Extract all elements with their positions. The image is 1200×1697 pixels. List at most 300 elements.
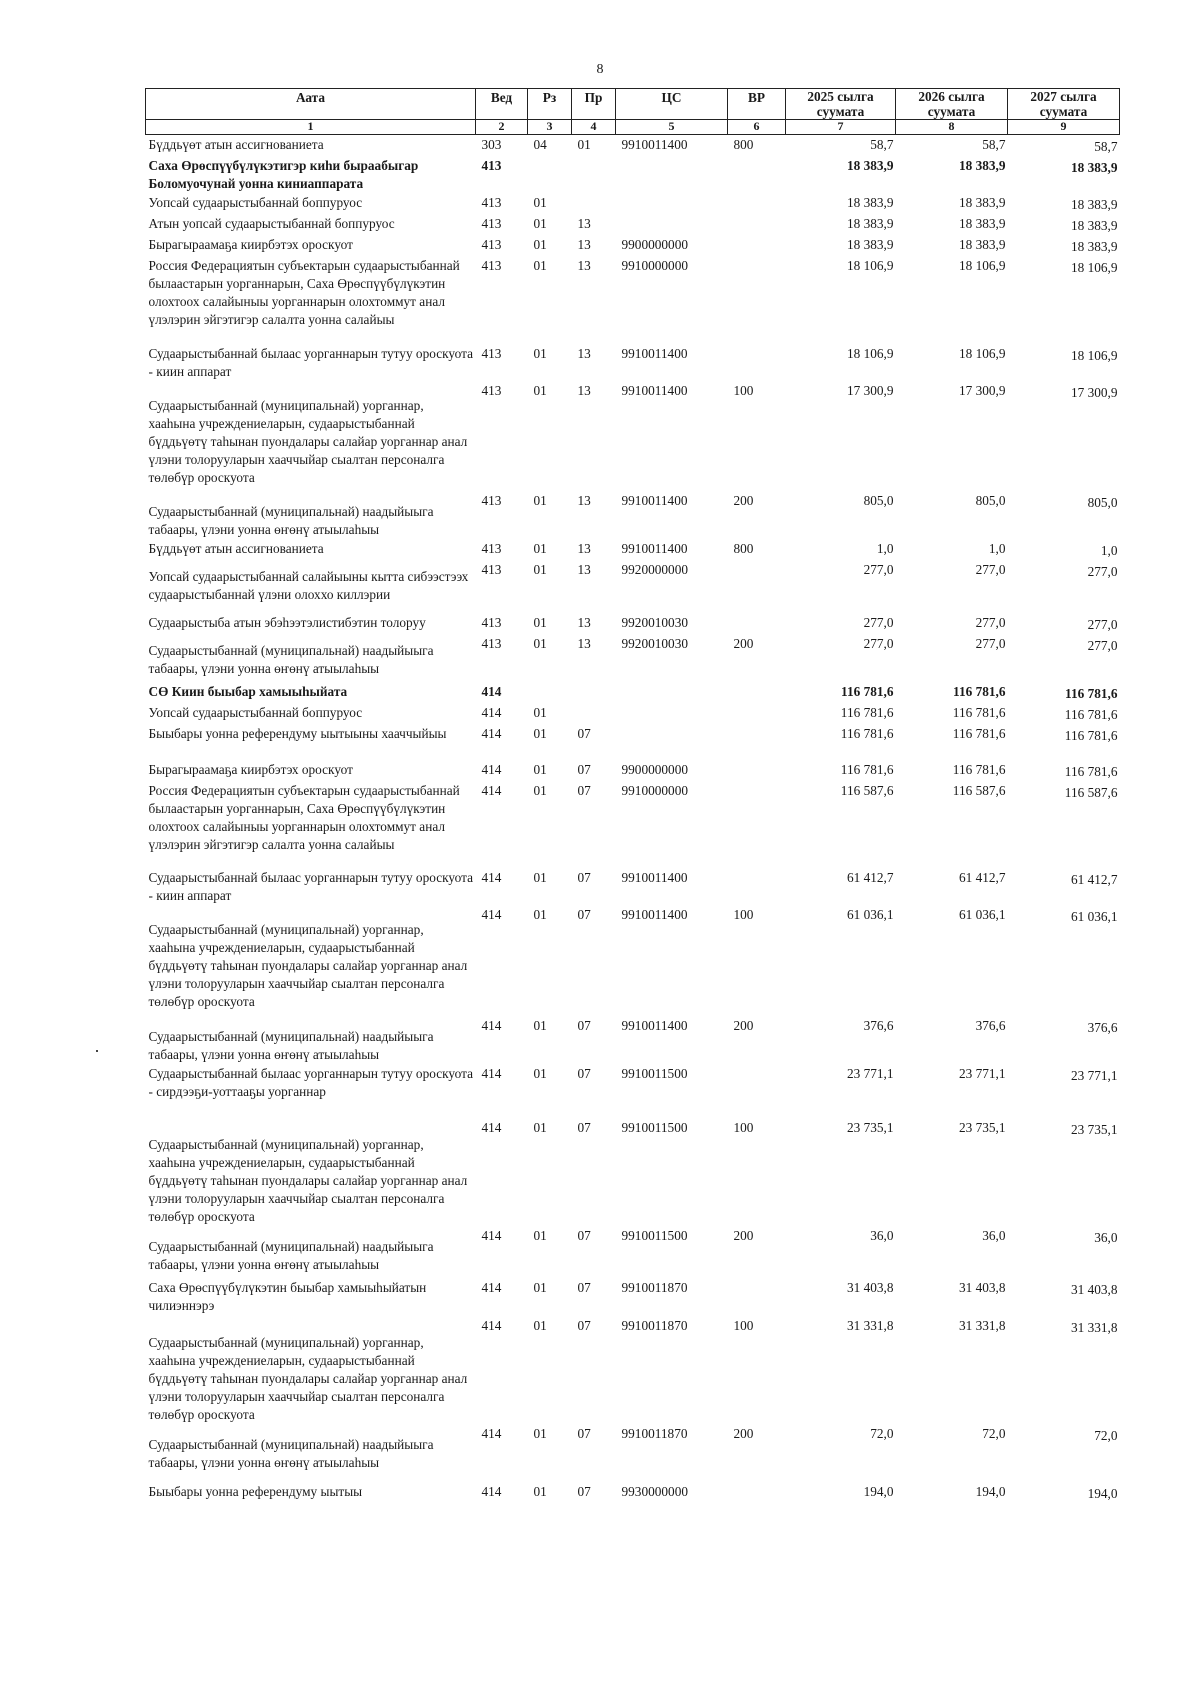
row-rz — [528, 156, 572, 193]
row-rz: 01 — [533, 1228, 547, 1243]
row-ved: 413 — [481, 636, 502, 651]
col-header-name: Аата — [146, 89, 476, 120]
row-name: Судаарыстыбаннай (муниципальнай) уорганнар, хааһына учреждениеларын, судаарыстыбаннай бүддьүөтү таһынан пуондалары салайар уорганнар анал үлэни толорууларын хааччыйар сыалтан персоналга төлөбүр ороскуота — [148, 1137, 468, 1224]
row-amount-2025: 805,0 — [863, 493, 894, 508]
row-ved: 414 — [481, 1318, 502, 1333]
table-row — [146, 1226, 1120, 1278]
row-vr — [728, 724, 786, 760]
row-amount-2025: 116 781,6 — [840, 726, 894, 741]
row-amount-2025: 277,0 — [863, 562, 894, 577]
row-ved: 413 — [481, 346, 502, 361]
row-vr: 800 — [733, 541, 754, 556]
row-vr — [728, 1278, 786, 1316]
row-rz: 01 — [533, 1426, 547, 1441]
row-cs: 9910011400 — [621, 383, 688, 398]
col-header-rz: Рз — [528, 89, 572, 120]
row-rz: 01 — [533, 1318, 547, 1333]
row-pr: 13 — [577, 615, 591, 630]
row-amount-2025: 72,0 — [870, 1426, 894, 1441]
row-ved: 303 — [481, 137, 502, 152]
row-amount-2026: 277,0 — [975, 562, 1006, 577]
row-pr: 07 — [577, 1484, 591, 1499]
row-pr: 07 — [577, 907, 591, 922]
row-ved: 413 — [481, 158, 502, 173]
table-row — [146, 214, 1120, 235]
row-ved: 414 — [481, 684, 502, 699]
table-row — [146, 1482, 1120, 1504]
row-rz: 01 — [533, 1066, 547, 1081]
row-name: Саха Өрөспүүбүлүкэтигэр киһи быраабыгар Боломуочунай уонна киниаппарата — [148, 158, 419, 191]
row-amount-2026: 116 781,6 — [953, 684, 1006, 699]
row-amount-2027: 277,0 — [1087, 638, 1118, 653]
row-name: Бүддьүөт атын ассигнованиета — [148, 541, 324, 556]
row-amount-2025: 61 412,7 — [846, 870, 894, 885]
row-pr: 07 — [577, 783, 591, 798]
row-vr: 100 — [733, 383, 754, 398]
row-amount-2027: 18 106,9 — [1070, 260, 1118, 275]
row-name: Судаарыстыбаннай былаас уорганнарын тутуу ороскуота - киин аппарат — [148, 346, 474, 379]
row-cs: 9910011870 — [621, 1318, 688, 1333]
row-amount-2027: 17 300,9 — [1070, 385, 1118, 400]
row-amount-2026: 116 781,6 — [952, 762, 1006, 777]
row-pr: 13 — [577, 383, 591, 398]
table-row — [146, 1316, 1120, 1424]
row-amount-2025: 376,6 — [863, 1018, 894, 1033]
row-vr — [728, 613, 786, 634]
row-ved: 414 — [481, 1066, 502, 1081]
row-cs: 9910011400 — [621, 137, 688, 152]
row-name: Судаарыстыбаннай былаас уорганнарын тутуу ороскуота - киин аппарат — [148, 870, 474, 903]
table-row — [146, 491, 1120, 539]
row-cs — [616, 724, 728, 760]
row-rz: 01 — [533, 493, 547, 508]
row-cs — [616, 703, 728, 724]
row-name: Судаарыстыбаннай (муниципальнай) уорганнар, хааһына учреждениеларын, судаарыстыбаннай бүддьүөтү таһынан пуондалары салайар уорганнар анал үлэни толорууларын хааччыйар сыалтан персоналга төлөбүр ороскуота — [148, 1335, 468, 1422]
row-amount-2025: 116 781,6 — [841, 684, 894, 699]
row-amount-2025: 31 331,8 — [846, 1318, 894, 1333]
row-amount-2026: 31 331,8 — [958, 1318, 1006, 1333]
row-cs: 9920010030 — [621, 615, 688, 630]
row-pr: 13 — [577, 636, 591, 651]
row-amount-2026: 805,0 — [975, 493, 1006, 508]
row-pr: 13 — [577, 541, 591, 556]
row-vr — [728, 868, 786, 905]
col-header-2027: 2027 сылга суумата — [1008, 89, 1120, 120]
col-header-ved: Вед — [476, 89, 528, 120]
row-rz: 04 — [533, 137, 547, 152]
row-rz: 01 — [533, 870, 547, 885]
row-amount-2025: 18 383,9 — [846, 158, 894, 173]
table-row — [146, 381, 1120, 491]
row-rz — [528, 682, 572, 703]
row-vr — [728, 344, 786, 381]
row-vr — [728, 781, 786, 868]
row-pr: 07 — [577, 1426, 591, 1441]
row-vr: 800 — [733, 137, 754, 152]
row-rz: 01 — [533, 216, 547, 231]
row-amount-2027: 72,0 — [1094, 1428, 1118, 1443]
row-ved: 413 — [481, 195, 502, 210]
row-ved: 413 — [481, 562, 502, 577]
row-name: Уопсай судаарыстыбаннай боппуруос — [148, 195, 363, 210]
row-amount-2025: 116 781,6 — [840, 705, 894, 720]
row-vr — [728, 214, 786, 235]
row-rz: 01 — [533, 195, 547, 210]
row-rz: 01 — [533, 1018, 547, 1033]
row-amount-2025: 116 781,6 — [840, 762, 894, 777]
row-cs: 9900000000 — [621, 237, 688, 252]
row-amount-2026: 18 383,9 — [958, 158, 1006, 173]
row-pr: 07 — [577, 1018, 591, 1033]
table-row — [146, 1016, 1120, 1064]
row-vr: 100 — [733, 1120, 754, 1135]
row-ved: 413 — [481, 216, 502, 231]
row-pr: 13 — [577, 237, 591, 252]
table-row — [146, 344, 1120, 381]
row-name: Судаарыстыбаннай (муниципальнай) уорганнар, хааһына учреждениеларын, судаарыстыбаннай бүддьүөтү таһынан пуондалары салайар уорганнар анал үлэни толорууларын хааччыйар сыалтан персоналга төлөбүр ороскуота — [148, 922, 468, 1009]
row-amount-2027: 23 735,1 — [1070, 1122, 1118, 1137]
row-ved: 414 — [481, 1426, 502, 1441]
row-amount-2027: 1,0 — [1100, 543, 1118, 558]
row-rz: 01 — [533, 783, 547, 798]
col-header-2025: 2025 сылга суумата — [786, 89, 896, 120]
row-amount-2026: 36,0 — [982, 1228, 1006, 1243]
row-ved: 414 — [481, 705, 502, 720]
row-amount-2026: 277,0 — [975, 636, 1006, 651]
row-amount-2025: 18 383,9 — [846, 216, 894, 231]
row-cs: 9930000000 — [621, 1484, 688, 1499]
page-number: 8 — [596, 62, 604, 77]
row-cs: 9910011500 — [621, 1066, 688, 1081]
row-cs: 9910011500 — [621, 1120, 688, 1135]
row-vr: 200 — [733, 1228, 754, 1243]
table-row — [146, 613, 1120, 634]
row-ved: 414 — [481, 1484, 502, 1499]
table-header — [146, 89, 1120, 135]
row-pr: 13 — [577, 562, 591, 577]
row-amount-2026: 116 781,6 — [952, 705, 1006, 720]
row-amount-2026: 58,7 — [982, 137, 1006, 152]
row-vr — [728, 1064, 786, 1118]
row-pr: 07 — [577, 1228, 591, 1243]
row-amount-2027: 277,0 — [1087, 617, 1118, 632]
row-name: СӨ Киин быыбар хамыыһыйата — [148, 684, 348, 699]
row-pr: 13 — [577, 493, 591, 508]
row-rz: 01 — [533, 541, 547, 556]
row-pr: 01 — [577, 137, 591, 152]
row-rz: 01 — [533, 1280, 547, 1295]
row-amount-2025: 277,0 — [863, 636, 894, 651]
row-ved: 414 — [481, 907, 502, 922]
row-vr — [728, 256, 786, 344]
row-amount-2025: 194,0 — [863, 1484, 894, 1499]
row-amount-2026: 116 781,6 — [952, 726, 1006, 741]
row-vr: 200 — [733, 1018, 754, 1033]
row-amount-2026: 116 587,6 — [952, 783, 1006, 798]
budget-table — [145, 88, 1120, 1504]
table-row — [146, 193, 1120, 214]
row-cs: 9910000000 — [621, 783, 688, 798]
row-vr — [728, 703, 786, 724]
row-amount-2025: 18 383,9 — [846, 195, 894, 210]
row-name: Судаарыстыбаннай (муниципальнай) наадыйыыга табаары, үлэни уонна өҥөнү атыылаһыы — [148, 504, 434, 537]
col-number: 6 — [728, 120, 786, 135]
row-vr — [728, 1482, 786, 1504]
table-row — [146, 1424, 1120, 1482]
row-cs: 9900000000 — [621, 762, 688, 777]
row-ved: 414 — [481, 783, 502, 798]
row-amount-2025: 277,0 — [863, 615, 894, 630]
row-name: Уопсай судаарыстыбаннай боппуруос — [148, 705, 363, 720]
col-header-2026: 2026 сылга суумата — [896, 89, 1008, 120]
row-ved: 413 — [481, 258, 502, 273]
row-amount-2026: 23 735,1 — [958, 1120, 1006, 1135]
row-ved: 413 — [481, 541, 502, 556]
row-amount-2027: 116 587,6 — [1064, 785, 1118, 800]
row-name: Быыбары уонна референдуму ыытыыны хааччыйыы — [148, 726, 447, 741]
row-amount-2025: 1,0 — [876, 541, 894, 556]
row-vr: 100 — [733, 1318, 754, 1333]
row-amount-2027: 194,0 — [1087, 1486, 1118, 1501]
row-amount-2025: 58,7 — [870, 137, 894, 152]
row-name: Судаарыстыбаннай (муниципальнай) наадыйыыга табаары, үлэни уонна өҥөнү атыылаһыы — [148, 1239, 434, 1272]
row-rz: 01 — [533, 258, 547, 273]
row-pr: 13 — [577, 258, 591, 273]
row-ved: 414 — [481, 1228, 502, 1243]
row-cs: 9910011400 — [621, 870, 688, 885]
col-header-vr: ВР — [728, 89, 786, 120]
row-amount-2027: 277,0 — [1087, 564, 1118, 579]
row-amount-2025: 31 403,8 — [846, 1280, 894, 1295]
budget-table-wrapper — [145, 88, 1119, 1504]
row-pr — [572, 193, 616, 214]
row-rz: 01 — [533, 726, 547, 741]
table-row — [146, 703, 1120, 724]
row-name: Судаарыстыбаннай былаас уорганнарын тутуу ороскуота - сирдээҕи-уоттааҕы уорганнар — [148, 1066, 474, 1099]
row-cs: 9910011400 — [621, 541, 688, 556]
row-amount-2027: 61 412,7 — [1070, 872, 1118, 887]
row-amount-2026: 17 300,9 — [958, 383, 1006, 398]
row-vr: 200 — [733, 1426, 754, 1441]
row-amount-2027: 116 781,6 — [1065, 686, 1118, 701]
row-vr — [728, 682, 786, 703]
row-amount-2027: 61 036,1 — [1070, 909, 1118, 924]
row-name: Быыбары уонна референдуму ыытыы — [148, 1484, 363, 1499]
row-pr: 07 — [577, 762, 591, 777]
row-vr — [728, 156, 786, 193]
row-amount-2026: 194,0 — [975, 1484, 1006, 1499]
row-vr: 100 — [733, 907, 754, 922]
table-row — [146, 135, 1120, 157]
scan-dot — [96, 1050, 98, 1052]
row-amount-2027: 116 781,6 — [1064, 764, 1118, 779]
row-name: Саха Өрөспүүбүлүкэтин быыбар хамыыһыйатын чилиэннэрэ — [148, 1280, 427, 1313]
row-pr: 13 — [577, 216, 591, 231]
table-row — [146, 256, 1120, 344]
row-vr — [728, 193, 786, 214]
row-ved: 414 — [481, 762, 502, 777]
row-cs: 9910011400 — [621, 493, 688, 508]
col-number: 7 — [786, 120, 896, 135]
table-row — [146, 781, 1120, 868]
row-amount-2026: 18 383,9 — [958, 216, 1006, 231]
col-header-cs: ЦС — [616, 89, 728, 120]
row-cs — [616, 682, 728, 703]
table-row — [146, 868, 1120, 905]
row-rz: 01 — [533, 1120, 547, 1135]
row-name: Судаарыстыбаннай (муниципальнай) наадыйыыга табаары, үлэни уонна өҥөнү атыылаһыы — [148, 1437, 434, 1470]
row-amount-2027: 31 403,8 — [1070, 1282, 1118, 1297]
row-cs: 9920000000 — [621, 562, 688, 577]
row-amount-2025: 18 106,9 — [846, 346, 894, 361]
row-ved: 413 — [481, 493, 502, 508]
row-cs: 9910011400 — [621, 1018, 688, 1033]
row-pr: 07 — [577, 1318, 591, 1333]
row-vr — [728, 760, 786, 781]
col-number: 3 — [528, 120, 572, 135]
row-amount-2027: 116 781,6 — [1064, 728, 1118, 743]
table-row — [146, 634, 1120, 682]
row-cs: 9910011400 — [621, 346, 688, 361]
row-amount-2025: 18 383,9 — [846, 237, 894, 252]
row-pr: 07 — [577, 1066, 591, 1081]
row-amount-2026: 61 412,7 — [958, 870, 1006, 885]
row-cs — [616, 193, 728, 214]
row-vr: 200 — [733, 493, 754, 508]
col-number: 5 — [616, 120, 728, 135]
row-pr: 07 — [577, 1120, 591, 1135]
col-number: 4 — [572, 120, 616, 135]
row-cs: 9920010030 — [621, 636, 688, 651]
row-cs — [616, 214, 728, 235]
row-pr: 07 — [577, 726, 591, 741]
row-name: Судаарыстыбаннай (муниципальнай) уорганнар, хааһына учреждениеларын, судаарыстыбаннай бүддьүөтү таһынан пуондалары салайар уорганнар анал үлэни толорууларын хааччыйар сыалтан персоналга төлөбүр ороскуота — [148, 398, 468, 485]
row-name: Судаарыстыба атын эбэһээтэлистибэтин толоруу — [148, 615, 426, 630]
row-amount-2025: 36,0 — [870, 1228, 894, 1243]
row-pr — [572, 682, 616, 703]
row-amount-2026: 277,0 — [975, 615, 1006, 630]
row-amount-2027: 18 106,9 — [1070, 348, 1118, 363]
row-rz: 01 — [533, 562, 547, 577]
table-row — [146, 682, 1120, 703]
row-rz: 01 — [533, 705, 547, 720]
table-row — [146, 905, 1120, 1016]
row-amount-2027: 58,7 — [1094, 139, 1118, 154]
row-amount-2027: 31 331,8 — [1070, 1320, 1118, 1335]
row-amount-2026: 23 771,1 — [958, 1066, 1006, 1081]
row-amount-2025: 18 106,9 — [846, 258, 894, 273]
row-amount-2027: 36,0 — [1094, 1230, 1118, 1245]
row-name: Судаарыстыбаннай (муниципальнай) наадыйыыга табаары, үлэни уонна өҥөнү атыылаһыы — [148, 643, 434, 676]
row-ved: 414 — [481, 726, 502, 741]
row-vr — [728, 235, 786, 256]
row-ved: 414 — [481, 870, 502, 885]
row-amount-2027: 23 771,1 — [1070, 1068, 1118, 1083]
row-name: Бырагыраамаҕа киирбэтэх ороскуот — [148, 762, 353, 777]
row-rz: 01 — [533, 615, 547, 630]
row-name: Уопсай судаарыстыбаннай салайыыны кытта сибээстээх судаарыстыбаннай үлэни олоххо киллэрии — [148, 569, 469, 602]
row-cs: 9910011500 — [621, 1228, 688, 1243]
row-vr — [728, 560, 786, 613]
row-amount-2025: 23 735,1 — [846, 1120, 894, 1135]
row-name: Бырагыраамаҕа киирбэтэх ороскуот — [148, 237, 353, 252]
table-row — [146, 1064, 1120, 1118]
row-cs: 9910000000 — [621, 258, 688, 273]
col-number: 2 — [476, 120, 528, 135]
row-ved: 414 — [481, 1120, 502, 1135]
row-rz: 01 — [533, 346, 547, 361]
row-ved: 414 — [481, 1018, 502, 1033]
table-row — [146, 156, 1120, 193]
row-amount-2025: 61 036,1 — [846, 907, 894, 922]
row-amount-2025: 17 300,9 — [846, 383, 894, 398]
row-rz: 01 — [533, 237, 547, 252]
row-amount-2026: 61 036,1 — [958, 907, 1006, 922]
table-row — [146, 560, 1120, 613]
row-pr: 13 — [577, 346, 591, 361]
row-amount-2026: 31 403,8 — [958, 1280, 1006, 1295]
table-row — [146, 539, 1120, 560]
row-amount-2026: 18 106,9 — [958, 346, 1006, 361]
row-rz: 01 — [533, 636, 547, 651]
row-pr — [572, 703, 616, 724]
row-cs: 9910011870 — [621, 1426, 688, 1441]
row-ved: 414 — [481, 1280, 502, 1295]
row-amount-2026: 18 383,9 — [958, 195, 1006, 210]
row-amount-2027: 376,6 — [1087, 1020, 1118, 1035]
row-name: Судаарыстыбаннай (муниципальнай) наадыйыыга табаары, үлэни уонна өҥөнү атыылаһыы — [148, 1029, 434, 1062]
row-amount-2026: 1,0 — [988, 541, 1006, 556]
table-row — [146, 1118, 1120, 1226]
row-name: Россия Федерациятын субъектарын судаарыстыбаннай былаастарын уорганнарын, Саха Өрөспүүбүлүкэтин олохтоох салайыныы уорганнарын олохтоммут анал үлэлэрин эйгэтигэр салалта уонна салайыы — [148, 258, 460, 327]
row-amount-2026: 376,6 — [975, 1018, 1006, 1033]
table-row — [146, 760, 1120, 781]
row-rz: 01 — [533, 762, 547, 777]
row-amount-2027: 18 383,9 — [1070, 239, 1118, 254]
row-amount-2025: 23 771,1 — [846, 1066, 894, 1081]
row-amount-2027: 805,0 — [1087, 495, 1118, 510]
row-rz: 01 — [533, 907, 547, 922]
row-amount-2027: 18 383,9 — [1070, 160, 1118, 175]
col-number: 9 — [1008, 120, 1120, 135]
row-vr: 200 — [733, 636, 754, 651]
row-amount-2027: 18 383,9 — [1070, 218, 1118, 233]
row-ved: 413 — [481, 615, 502, 630]
row-amount-2026: 18 106,9 — [958, 258, 1006, 273]
row-name: Атын уопсай судаарыстыбаннай боппуруос — [148, 216, 395, 231]
table-row — [146, 235, 1120, 256]
table-body — [146, 135, 1120, 1505]
row-name: Бүддьүөт атын ассигнованиета — [148, 137, 324, 152]
row-pr — [572, 156, 616, 193]
row-cs: 9910011870 — [621, 1280, 688, 1295]
row-amount-2027: 116 781,6 — [1064, 707, 1118, 722]
table-row — [146, 724, 1120, 760]
row-name: Россия Федерациятын субъектарын судаарыстыбаннай былаастарын уорганнарын, Саха Өрөспүүбүлүкэтин олохтоох салайыныы уорганнарын олохтоммут анал үлэлэрин эйгэтигэр салалта уонна салайыы — [148, 783, 460, 852]
row-rz: 01 — [533, 383, 547, 398]
col-number: 1 — [146, 120, 476, 135]
col-header-pr: Пр — [572, 89, 616, 120]
row-amount-2026: 18 383,9 — [958, 237, 1006, 252]
row-cs — [616, 156, 728, 193]
row-rz: 01 — [533, 1484, 547, 1499]
row-ved: 413 — [481, 383, 502, 398]
row-amount-2025: 116 587,6 — [840, 783, 894, 798]
row-amount-2027: 18 383,9 — [1070, 197, 1118, 212]
row-ved: 413 — [481, 237, 502, 252]
row-pr: 07 — [577, 870, 591, 885]
table-row — [146, 1278, 1120, 1316]
